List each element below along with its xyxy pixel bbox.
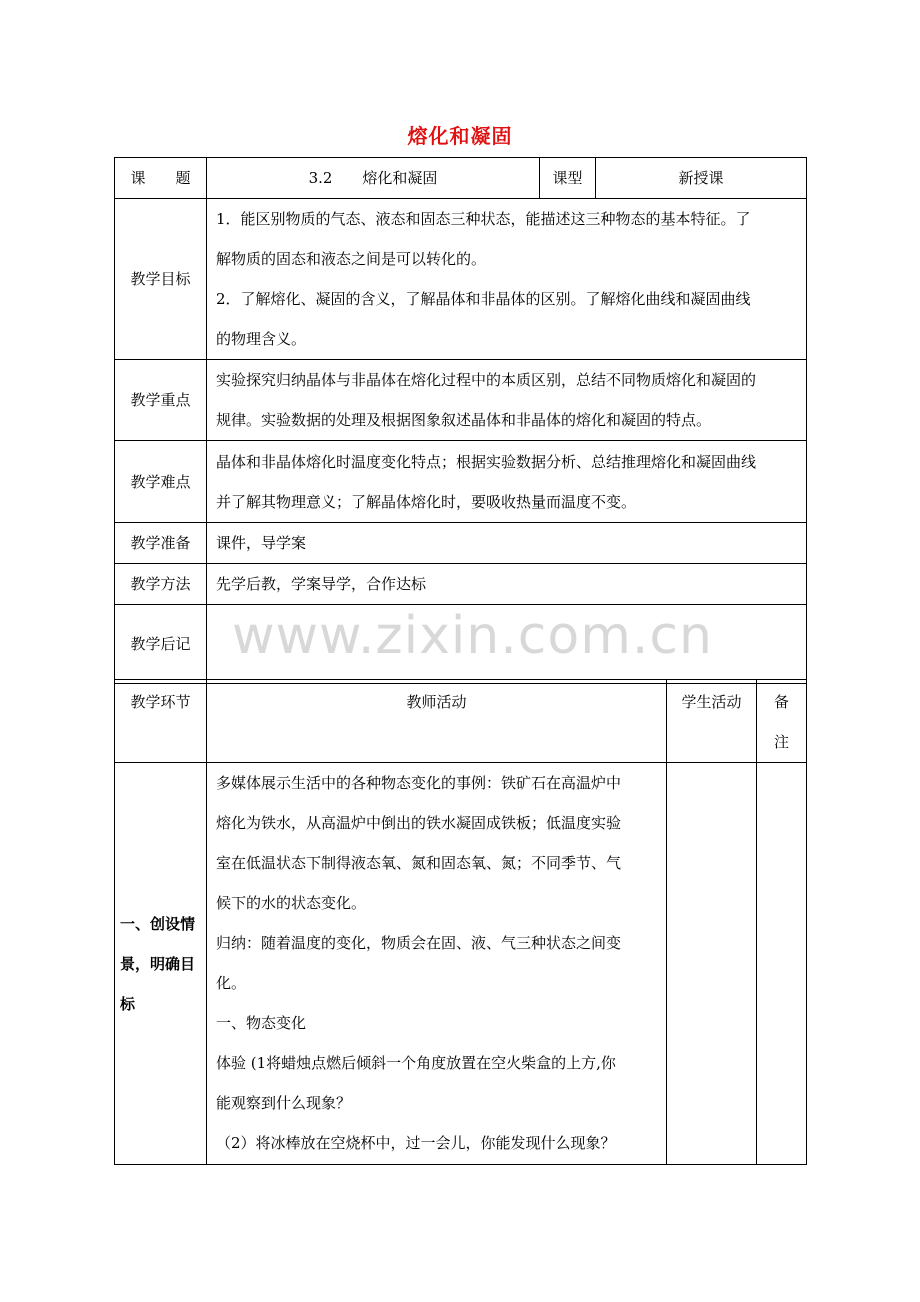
difficulties-row [115, 441, 807, 523]
stage-line: 标 [120, 994, 136, 1013]
method-row [115, 564, 807, 605]
goals-row [115, 199, 807, 360]
student-header: 学生活动 [667, 680, 757, 763]
text-line: 1．能区别物质的气态、液态和固态三种状态，能描述这三种物态的基本特征。了 [216, 210, 751, 228]
activity-header-row [115, 680, 807, 763]
stage-cell [115, 763, 207, 1165]
document-title: 熔化和凝固 [407, 124, 513, 148]
text-line: 解物质的固态和液态之间是可以转化的。 [216, 250, 487, 268]
text-line: （2）将冰棒放在空烧杯中，过一会儿，你能发现什么现象？ [216, 1134, 616, 1152]
text-line: 的物理含义。 [216, 330, 307, 348]
text-line: 晶体和非晶体熔化时温度变化特点；根据实验数据分析、总结推理熔化和凝固曲线 [216, 452, 757, 471]
method-content: 先学后教，学案导学，合作达标 [207, 564, 807, 605]
row-label: 教学准备 [115, 523, 207, 564]
stage-header: 教学环节 [115, 680, 207, 763]
preparation-row [115, 523, 807, 564]
stage-line: 景，明确目 [120, 954, 196, 973]
text-line: 多媒体展示生活中的各种物态变化的事例：铁矿石在高温炉中 [216, 774, 622, 792]
text-line: 2．了解熔化、凝固的含义，了解晶体和非晶体的区别。了解熔化曲线和凝固曲线 [216, 290, 751, 308]
text-line: 体验 (1将蜡烛点燃后倾斜一个角度放置在空火柴盒的上方,你 [216, 1054, 616, 1072]
lesson-info-table [114, 157, 807, 684]
preparation-content: 课件，导学案 [207, 523, 807, 564]
text-line: 并了解其物理意义；了解晶体熔化时，要吸收热量而温度不变。 [216, 492, 637, 511]
activity-row [115, 763, 807, 1165]
activity-table [114, 679, 807, 1165]
stage-line: 一、创设情 [120, 914, 196, 933]
text-line: 一、物态变化 [216, 1014, 307, 1032]
text-line: 化。 [216, 974, 247, 992]
student-activity-cell [667, 763, 757, 1165]
teacher-activity-cell [207, 763, 667, 1165]
row-label: 教学重点 [115, 360, 207, 441]
type-label: 课型 [540, 158, 596, 199]
text-line: 候下的水的状态变化。 [216, 894, 367, 912]
topic-label: 课 题 [115, 158, 207, 199]
remark-cell [757, 763, 807, 1165]
text-line: 能观察到什么现象？ [216, 1094, 352, 1112]
text-line: 室在低温状态下制得液态氧、氮和固态氧、氮；不同季节、气 [216, 854, 622, 872]
topic-value: 3.2 熔化和凝固 [207, 158, 540, 199]
row-label: 教学难点 [115, 441, 207, 523]
text-line: 规律。实验数据的处理及根据图象叙述晶体和非晶体的熔化和凝固的特点。 [216, 411, 712, 429]
key-points-content [207, 360, 807, 441]
watermark: www.zixin.com.cn [232, 606, 713, 666]
teacher-header: 教师活动 [207, 680, 667, 763]
text-line: 熔化为铁水，从高温炉中倒出的铁水凝固成铁板；低温度实验 [216, 814, 622, 832]
row-label: 教学后记 [115, 605, 207, 684]
text-line: 归纳：随着温度的变化，物质会在固、液、气三种状态之间变 [216, 934, 622, 952]
type-value: 新授课 [596, 158, 807, 199]
text-line: 实验探究归纳晶体与非晶体在熔化过程中的本质区别，总结不同物质熔化和凝固的 [216, 371, 757, 389]
row-label: 教学方法 [115, 564, 207, 605]
goals-content [207, 199, 807, 360]
remark-header [757, 680, 807, 763]
remark-char: 注 [773, 733, 789, 751]
difficulties-content [207, 441, 807, 523]
key-points-row [115, 360, 807, 441]
remark-char: 备 [773, 693, 789, 711]
row-label: 教学目标 [115, 199, 207, 360]
topic-row [115, 158, 807, 199]
